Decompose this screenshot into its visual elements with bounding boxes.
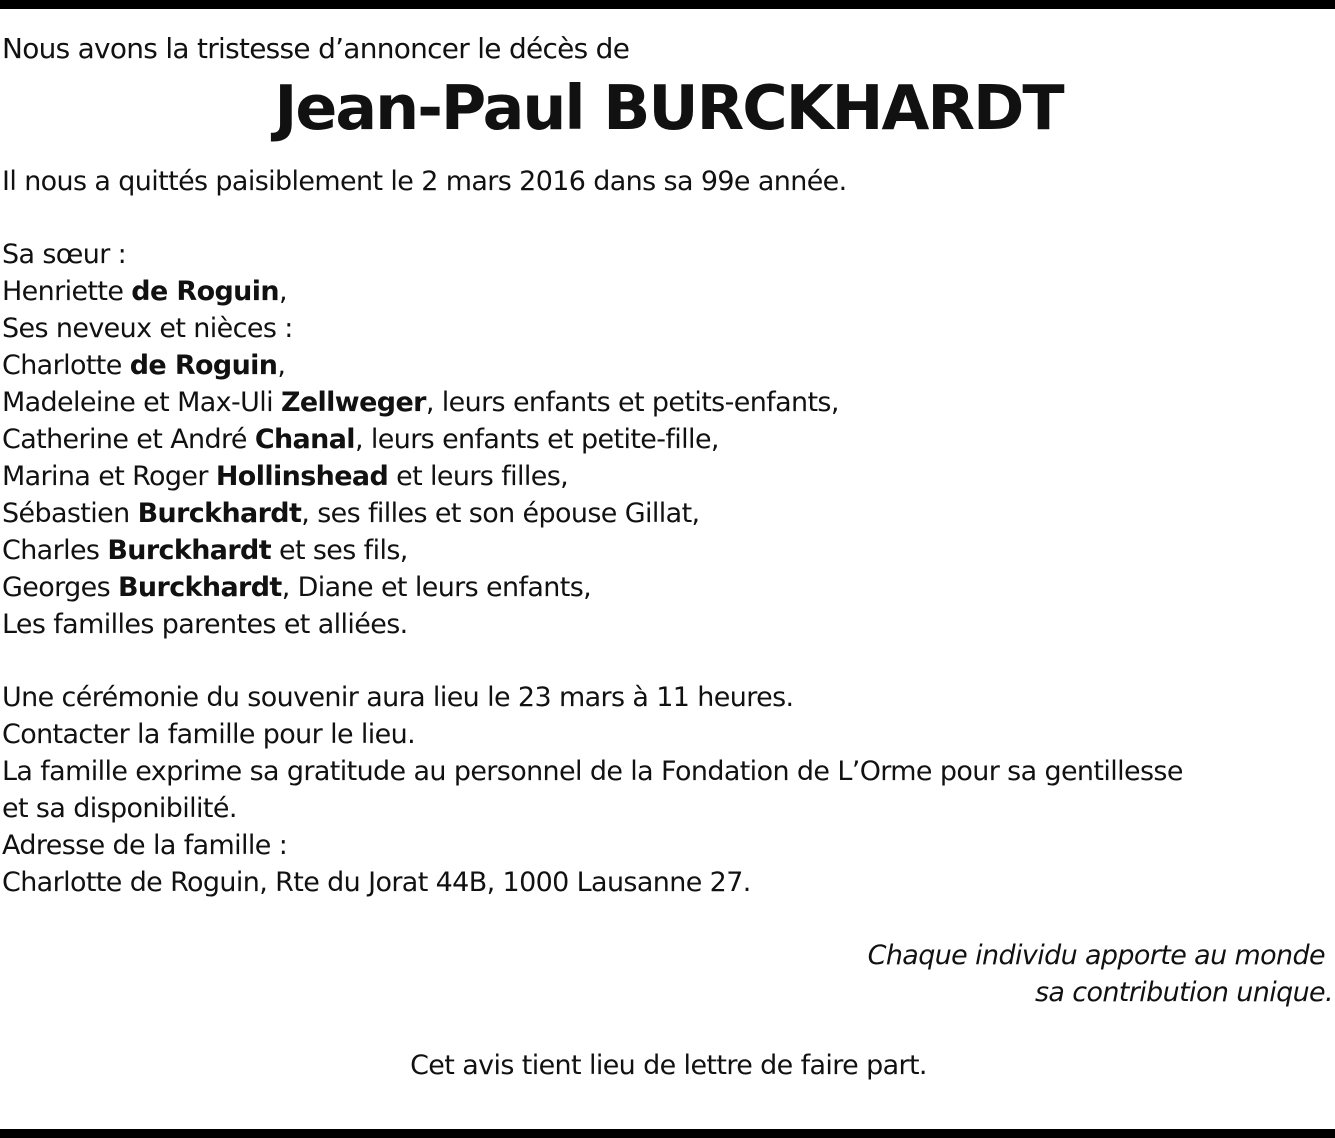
family-address: Charlotte de Roguin, Rte du Jorat 44B, 1000 Lausanne 27. bbox=[2, 867, 751, 898]
bottom-rule bbox=[0, 1129, 1335, 1138]
family-line bbox=[2, 347, 1335, 384]
spacer bbox=[2, 1011, 1335, 1047]
first-names: Marina et Roger bbox=[2, 461, 216, 492]
quote-line: Chaque individu apporte au monde bbox=[867, 940, 1325, 971]
family-line-sister bbox=[2, 273, 1335, 310]
spacer bbox=[2, 901, 1335, 937]
family-surname: de Roguin bbox=[131, 276, 279, 307]
spacer bbox=[2, 200, 1335, 236]
quote-line: sa contribution unique. bbox=[1034, 977, 1333, 1008]
relation-text: , bbox=[278, 276, 287, 307]
gratitude-text-continued: et sa disponibilité. bbox=[2, 793, 237, 824]
family-line bbox=[2, 384, 1335, 421]
family-surname: Burckhardt bbox=[137, 498, 302, 529]
relation-text: , ses filles et son épouse Gillat, bbox=[301, 498, 700, 529]
first-names: Catherine et André bbox=[2, 424, 255, 455]
top-rule bbox=[0, 0, 1335, 9]
relation-text: , bbox=[277, 350, 286, 381]
first-names: Madeleine et Max-Uli bbox=[2, 387, 281, 418]
first-names: Charles bbox=[2, 535, 108, 566]
family-surname: de Roguin bbox=[129, 350, 278, 381]
first-names: Charlotte bbox=[2, 350, 130, 381]
notice-text: Cet avis tient lieu de lettre de faire part. bbox=[410, 1050, 927, 1081]
family-surname: Zellweger bbox=[280, 387, 426, 418]
gratitude-text: La famille exprime sa gratitude au personnel de la Fondation de L’Orme pour sa gentillesse bbox=[2, 756, 1183, 787]
family-line bbox=[2, 569, 1335, 606]
deceased-name: Jean-Paul BURCKHARDT bbox=[274, 72, 1063, 144]
family-surname: Chanal bbox=[254, 424, 355, 455]
extended-family: Les familles parentes et alliées. bbox=[2, 609, 408, 640]
family-surname: Hollinshead bbox=[215, 461, 389, 492]
spacer bbox=[2, 643, 1335, 679]
first-names: Sébastien bbox=[2, 498, 138, 529]
nephews-heading: Ses neveux et nièces : bbox=[2, 313, 293, 344]
contact-text: Contacter la famille pour le lieu. bbox=[2, 719, 416, 750]
intro-text: Nous avons la tristesse d’annoncer le décès de bbox=[2, 32, 630, 65]
relation-text: et ses fils, bbox=[271, 535, 408, 566]
family-surname: Burckhardt bbox=[107, 535, 272, 566]
family-line bbox=[2, 495, 1335, 532]
passing-text: Il nous a quittés paisiblement le 2 mars 2016 dans sa 99e année. bbox=[2, 166, 847, 197]
sister-heading: Sa sœur : bbox=[2, 239, 127, 270]
family-line bbox=[2, 421, 1335, 458]
family-line bbox=[2, 458, 1335, 495]
family-line bbox=[2, 532, 1335, 569]
relation-text: et leurs filles, bbox=[388, 461, 569, 492]
family-surname: Burckhardt bbox=[118, 572, 282, 603]
address-heading: Adresse de la famille : bbox=[2, 830, 288, 861]
obituary-notice bbox=[2, 30, 1335, 1084]
ceremony-text: Une cérémonie du souvenir aura lieu le 23 mars à 11 heures. bbox=[2, 682, 794, 713]
first-names: Henriette bbox=[2, 276, 132, 307]
relation-text: , leurs enfants et petite-fille, bbox=[354, 424, 719, 455]
first-names: Georges bbox=[2, 572, 118, 603]
relation-text: , leurs enfants et petits-enfants, bbox=[425, 387, 839, 418]
relation-text: , Diane et leurs enfants, bbox=[281, 572, 592, 603]
